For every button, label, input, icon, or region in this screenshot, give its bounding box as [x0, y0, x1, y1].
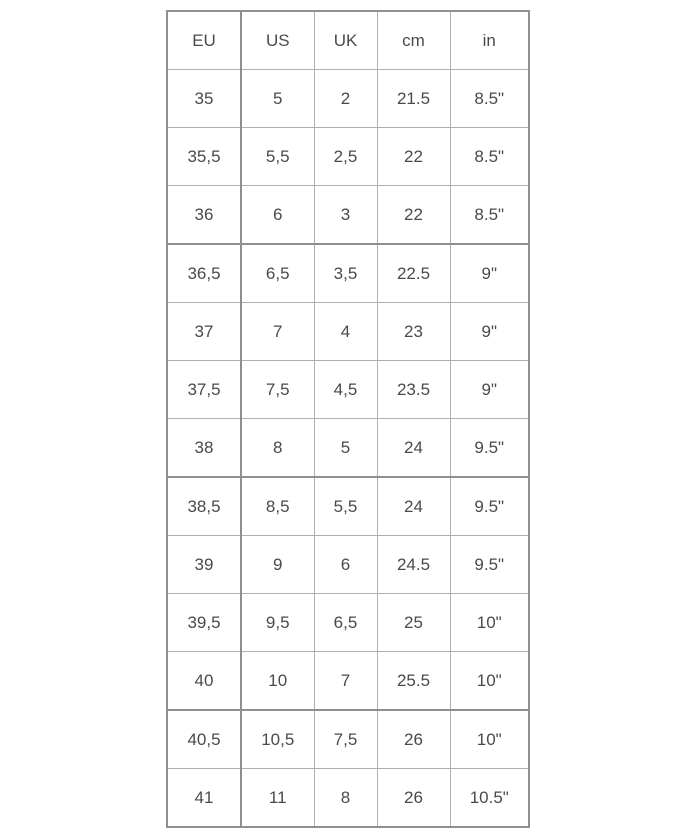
table-row [167, 769, 529, 828]
cell-cm: 26 [377, 710, 450, 769]
table-header-row [167, 11, 529, 70]
cell-cm: 23.5 [377, 361, 450, 419]
cell-eu: 39,5 [167, 594, 241, 652]
cell-in: 8.5" [450, 128, 529, 186]
cell-cm: 24 [377, 477, 450, 536]
cell-us: 11 [241, 769, 314, 828]
cell-us: 6 [241, 186, 314, 245]
header-uk: UK [314, 11, 377, 70]
cell-eu: 38,5 [167, 477, 241, 536]
table-row [167, 128, 529, 186]
cell-uk: 2,5 [314, 128, 377, 186]
header-us: US [241, 11, 314, 70]
cell-us: 8,5 [241, 477, 314, 536]
cell-uk: 6 [314, 536, 377, 594]
cell-uk: 3 [314, 186, 377, 245]
cell-uk: 6,5 [314, 594, 377, 652]
cell-cm: 26 [377, 769, 450, 828]
cell-us: 5,5 [241, 128, 314, 186]
cell-cm: 24 [377, 419, 450, 478]
cell-eu: 39 [167, 536, 241, 594]
cell-in: 9.5" [450, 536, 529, 594]
header-cm: cm [377, 11, 450, 70]
table-row [167, 710, 529, 769]
cell-eu: 37,5 [167, 361, 241, 419]
cell-eu: 35 [167, 70, 241, 128]
cell-in: 9.5" [450, 477, 529, 536]
cell-us: 10 [241, 652, 314, 711]
table-row [167, 536, 529, 594]
cell-in: 9.5" [450, 419, 529, 478]
cell-cm: 21.5 [377, 70, 450, 128]
cell-uk: 5,5 [314, 477, 377, 536]
table-row [167, 594, 529, 652]
cell-eu: 40,5 [167, 710, 241, 769]
cell-cm: 24.5 [377, 536, 450, 594]
cell-cm: 25.5 [377, 652, 450, 711]
cell-us: 10,5 [241, 710, 314, 769]
cell-us: 9,5 [241, 594, 314, 652]
table-row [167, 477, 529, 536]
cell-cm: 22 [377, 128, 450, 186]
cell-eu: 35,5 [167, 128, 241, 186]
cell-uk: 4 [314, 303, 377, 361]
cell-us: 8 [241, 419, 314, 478]
cell-in: 10" [450, 594, 529, 652]
cell-uk: 7 [314, 652, 377, 711]
cell-uk: 5 [314, 419, 377, 478]
cell-in: 10.5" [450, 769, 529, 828]
cell-in: 9" [450, 303, 529, 361]
table-row [167, 303, 529, 361]
shoe-size-table [166, 10, 530, 828]
cell-cm: 22.5 [377, 244, 450, 303]
table-row [167, 70, 529, 128]
cell-eu: 37 [167, 303, 241, 361]
table-row [167, 186, 529, 245]
cell-eu: 38 [167, 419, 241, 478]
cell-in: 8.5" [450, 70, 529, 128]
cell-in: 9" [450, 244, 529, 303]
cell-in: 10" [450, 710, 529, 769]
cell-cm: 22 [377, 186, 450, 245]
cell-eu: 41 [167, 769, 241, 828]
cell-cm: 25 [377, 594, 450, 652]
cell-uk: 7,5 [314, 710, 377, 769]
cell-uk: 2 [314, 70, 377, 128]
table-row [167, 652, 529, 711]
header-in: in [450, 11, 529, 70]
cell-us: 7,5 [241, 361, 314, 419]
table-body [167, 70, 529, 828]
cell-in: 9" [450, 361, 529, 419]
cell-uk: 8 [314, 769, 377, 828]
table-row [167, 419, 529, 478]
cell-eu: 36,5 [167, 244, 241, 303]
cell-cm: 23 [377, 303, 450, 361]
cell-eu: 40 [167, 652, 241, 711]
header-eu: EU [167, 11, 241, 70]
table-row [167, 244, 529, 303]
cell-in: 8.5" [450, 186, 529, 245]
cell-in: 10" [450, 652, 529, 711]
cell-uk: 3,5 [314, 244, 377, 303]
cell-uk: 4,5 [314, 361, 377, 419]
cell-us: 6,5 [241, 244, 314, 303]
cell-us: 9 [241, 536, 314, 594]
cell-us: 7 [241, 303, 314, 361]
cell-us: 5 [241, 70, 314, 128]
table-row [167, 361, 529, 419]
cell-eu: 36 [167, 186, 241, 245]
